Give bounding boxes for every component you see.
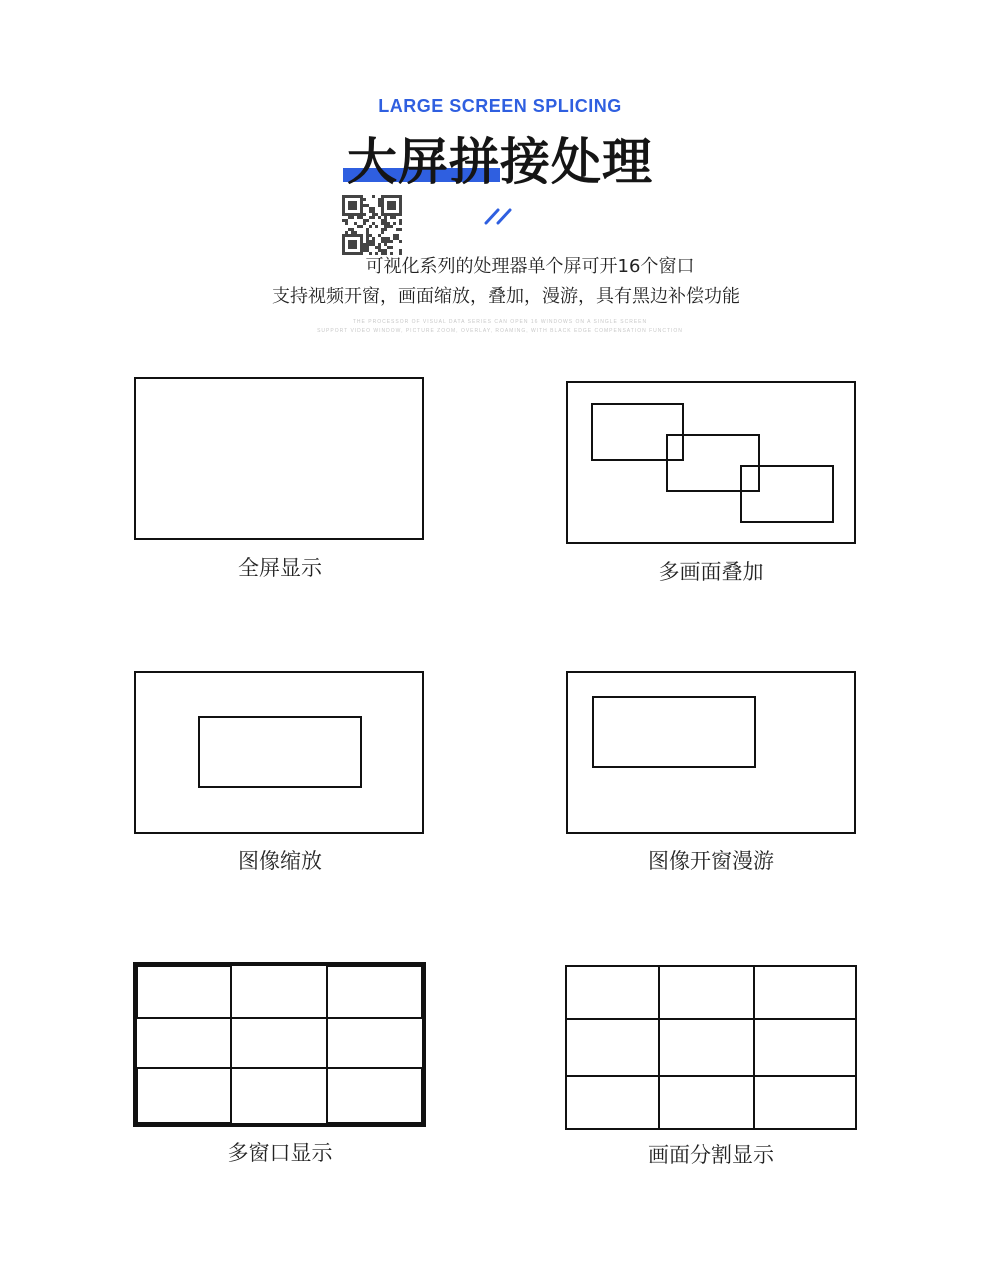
- split-screen-label: 画面分割显示: [648, 1143, 774, 1167]
- section-eyebrow: LARGE SCREEN SPLICING: [378, 96, 622, 116]
- overlay-diagram: [566, 381, 856, 544]
- zoom-label: 图像缩放: [238, 849, 322, 873]
- zoom-window: [198, 716, 362, 788]
- zoom-diagram: [134, 671, 424, 834]
- roaming-diagram: [566, 671, 856, 834]
- qr-code-icon: [342, 195, 402, 255]
- fine-print-line-1: THE PROCESSOR OF VISUAL DATA SERIES CAN OPEN 16 WINDOWS ON A SINGLE SCREEN: [352, 319, 648, 325]
- overlay-label: 多画面叠加: [658, 560, 764, 584]
- fullscreen-label: 全屏显示: [238, 556, 322, 580]
- roaming-label: 图像开窗漫游: [648, 849, 774, 873]
- multi-window-label: 多窗口显示: [227, 1141, 333, 1165]
- fine-print-line-2: SUPPORT VIDEO WINDOW, PICTURE ZOOM, OVERLAY, ROAMING, WITH BLACK EDGE COMPENSATION FUNCTION: [317, 328, 683, 334]
- overlay-window-3: [740, 465, 834, 523]
- description-line-1: 可视化系列的处理器单个屏可开16个窗口: [365, 256, 695, 277]
- double-slash-icon: [484, 206, 518, 226]
- split-screen-diagram: [565, 965, 857, 1130]
- multi-window-diagram: [133, 962, 426, 1127]
- section-title: 大屏拼接处理: [347, 133, 653, 191]
- description-line-2: 支持视频开窗，画面缩放，叠加，漫游，具有黑边补偿功能: [272, 286, 740, 307]
- fullscreen-diagram: [134, 377, 424, 540]
- roaming-window: [592, 696, 756, 768]
